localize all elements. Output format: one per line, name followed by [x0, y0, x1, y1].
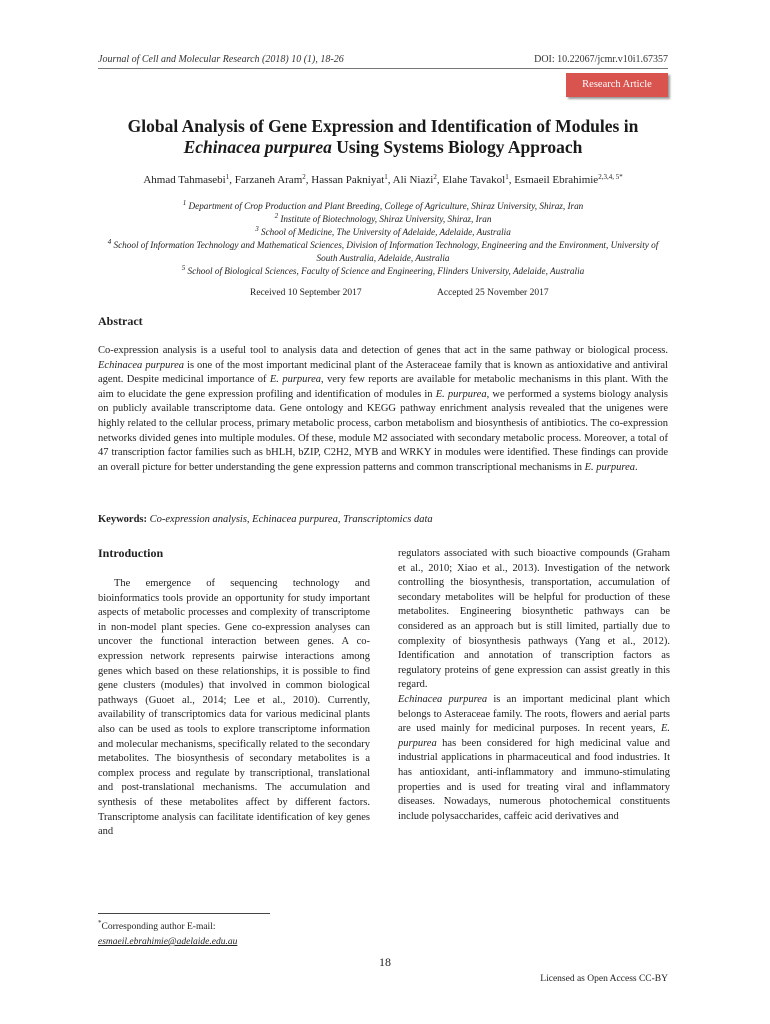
- keywords-label: Keywords:: [98, 514, 147, 525]
- journal-citation: Journal of Cell and Molecular Research (2018) 10 (1), 18-26: [98, 54, 344, 65]
- keywords-list: Co-expression analysis, Echinacea purpurea, Transcriptomics data: [147, 514, 433, 525]
- author: Elahe Tavakol$^1$: [442, 173, 509, 186]
- doi: DOI: 10.22067/jcmr.v10i1.67357: [534, 54, 668, 65]
- affiliation-3: $^3$ School of Medicine, The University of Adelaide, Adelaide, Australia: [255, 225, 511, 237]
- header-divider: [98, 68, 668, 69]
- author: Esmaeil Ebrahimie$^{2,3,4, 5*}$: [514, 173, 623, 186]
- title-species: Echinacea purpurea: [183, 137, 332, 157]
- affiliation-1: $^1$ Department of Crop Production and Plant Breeding, College of Agriculture, Shiraz University, Shiraz, Iran: [182, 199, 584, 211]
- corresponding-author-label: *Corresponding author E-mail:: [98, 919, 216, 932]
- intro-paragraph: regulators associated with such bioactive compounds (Graham et al., 2010; Xiao et al., 2013). Investigation of the network controlling the biosynthesis, transportation, accumulation of secondary metabolites will be helpful for production of these metabolites. Engineering biosynthetic pathways can be considered as an approach but is still limited, partially due to complexity of biosynthesis pathways (Yang et al., 2012). Identification and annotation of transcription factors as regulatory proteins of gene expression can assist greatly in this regard.: [398, 548, 670, 691]
- article-type-badge: Research Article: [566, 73, 668, 97]
- title-part2: Using Systems Biology Approach: [331, 137, 583, 157]
- intro-left-column: The emergence of sequencing technology and bioinformatics tools provide an opportunity for study important aspects of metabolic processes and complexity of transcriptome in non-model plant species. Gene co-expression analyses can uncover the functional interaction between genes. A co-expression network represents pairwise interactions among genes which based on these relationships, it is possible to find gene clusters (modules) that involved in common biological pathways (Guoet al., 2014; Lee et al., 2010). Currently, availability of transcriptomics data for various medicinal plants also can be used as tools to explore transcriptome information and molecular mechanisms, specifically related to the secondary metabolites. The biosynthesis of secondary metabolites is a complex process and regulate by transcriptional, translational and post-translational mechanisms. The accumulation and synthesis of these metabolites affect by different factors. Transcriptome analysis can facilitate identification of key genes and: [98, 578, 370, 838]
- affiliation-2: $^2$ Institute of Biotechnology, Shiraz University, Shiraz, Iran: [274, 212, 492, 224]
- author: Farzaneh Aram$^2$: [234, 173, 306, 186]
- accepted-date: Accepted 25 November 2017: [437, 288, 549, 298]
- author: Ali Niazi$^2$: [392, 173, 437, 186]
- license-text: Licensed as Open Access CC-BY: [540, 974, 668, 984]
- introduction-heading: Introduction: [98, 546, 164, 560]
- title-part1: Global Analysis of Gene Expression and Identification of Modules in: [127, 116, 639, 136]
- intro-paragraph: Echinacea purpurea is an important medicinal plant which belongs to Asteraceae family. The roots, flowers and aerial parts are used mainly for medicinal purposes. In recent years, E. purpurea has been considered for high medicinal value and industrial applications in pharmaceutical and food industries. It has antioxidant, anti-inflammatory and immuno-stimulating properties and is used for treating viral and inflammatory diseases. Nowadays, numerous photochemical constituents include polysaccharides, caffeic acid derivatives and: [398, 693, 671, 822]
- footnote-divider: [98, 913, 270, 914]
- author-list: Ahmad Tahmasebi$^1$, Farzaneh Aram$^2$, Hassan Pakniyat$^1$, Ali Niazi$^2$, Elahe Tavakol$^1$, Esmaeil Ebrahimie$^{2,3,4, 5*}$: [143, 173, 623, 186]
- intro-right-column: [398, 547, 670, 824]
- abstract-heading: Abstract: [98, 314, 143, 328]
- author: Hassan Pakniyat$^1$: [311, 173, 388, 186]
- corresponding-email-link[interactable]: esmaeil.ebrahimie@adelaide.edu.au: [98, 937, 238, 947]
- keywords: [98, 513, 668, 528]
- abstract-body: Co-expression analysis is a useful tool to analysis data and detection of genes that act in the same pathway or biological process. Echinacea purpurea is one of the most important medicinal plant of the Asteraceae family that is known as antioxidative and antiviral agent. Despite medicinal importance of E. purpurea, very few reports are available for metabolic mechanisms in this plant. With the aim to elucidate the gene expression profiling and identification of modules in E. purpurea, we performed a systems biology analysis on publicly available transcriptome data. Gene ontology and KEGG pathway enrichment analysis revealed that the unigenes were highly related to the cellular process, primary metabolic process, carbon metabolism and biosynthesis of antibiotics. The co-expression networks divided genes into multiple modules. Of these, module M2 associated with secondary metabolic process. Moreover, a total of 47 transcription factor families such as bHLH, bZIP, C2H2, MYB and WRKY in modules were identified. These findings can provide an overall picture for better understanding the gene expression patterns and common transcriptional mechanisms in E. purpurea.: [98, 345, 669, 473]
- page-number: 18: [379, 955, 391, 969]
- affiliation-4: $^4$ School of Information Technology and Mathematical Sciences, Division of Information Technology, Engineering and the Environment, University of South Australia, Adelaide, Australia: [107, 238, 659, 263]
- affiliation-5: $^5$ School of Biological Sciences, Faculty of Science and Engineering, Flinders University, Adelaide, Australia: [181, 264, 585, 276]
- author: Ahmad Tahmasebi$^1$: [143, 173, 230, 186]
- received-date: Received 10 September 2017: [250, 288, 362, 298]
- paper-title: [98, 116, 668, 158]
